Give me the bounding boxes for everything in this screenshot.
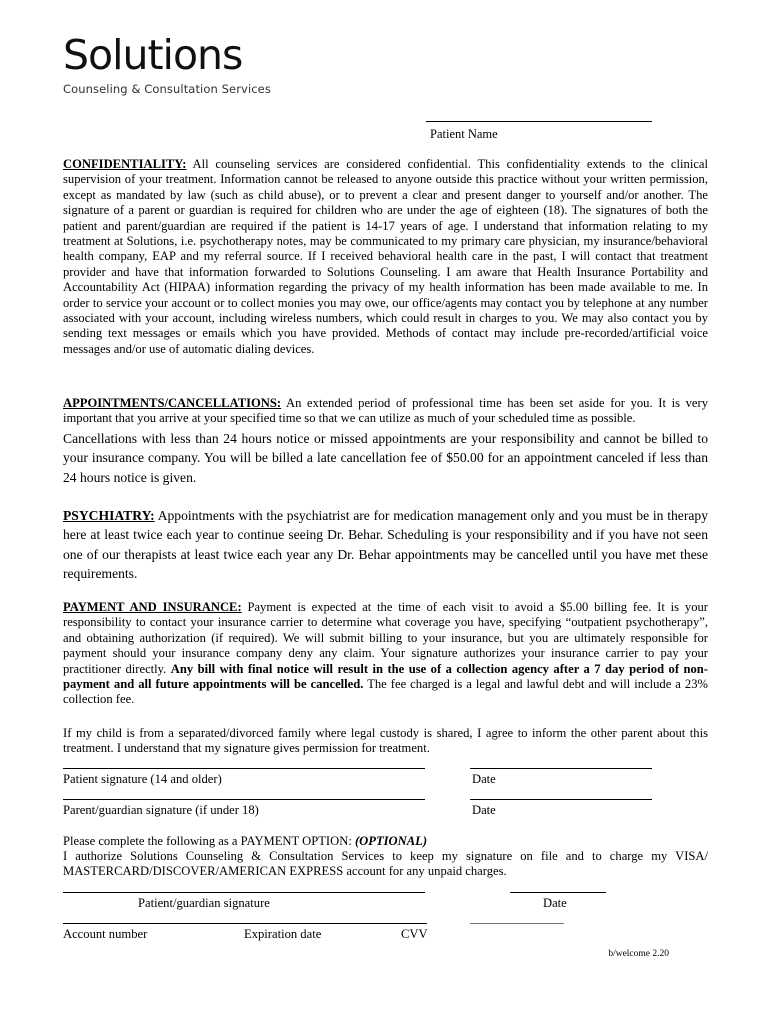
appointments-heading: APPOINTMENTS/CANCELLATIONS: bbox=[63, 396, 282, 410]
confidentiality-text: All counseling services are considered confidential. This confidentiality extends to the clinical supervision of your treatment. Information cannot be released to anyone outside this practice without your written permission, except as mandated by law (such as child abuse), or to prevent a clear and present danger to yourself and/or another. The signature of a parent or guardian is required for children who are under the age of eighteen (18). The signatures of both the patient and parent/guardian are required if the patient is 14-17 years of age. I understand that information relating to my treatment at Solutions, i.e. psychotherapy notes, may be communicated to my primary care physician, my insurance/behavioral health company, EAP and my referral source. If I received behavioral health care in the past, I will contact that treatment provider and have that information forwarded to Solutions Counseling. I am aware that Health Insurance Portability and Accountability Act (HIPAA) information regarding the privacy of my health information has been made available to me. In order to service your account or to collect monies you may owe, our office/agents may contact you by telephone at any number associated with your account, including wireless numbers, which could result in charges to you. We may also contact you by sending text messages or emails which you have provided. Methods of contact may include pre-recorded/artificial voice messages and/or use of automatic dialing devices. bbox=[63, 157, 708, 356]
payment-text: Payment is expected at the time of each visit to avoid a $5.00 billing fee. It is your responsibility to contact your insurance carrier to determine what coverage you have, specifying “outpatient psychotherapy”, and obtaining authorization (if required). We will submit billing to your insurance, but you are ultimately responsible for payment should your insurance company deny any claim. Your signature authorizes your insurance carrier to pay your practitioner directly. bbox=[63, 600, 708, 676]
cancellation-policy: Cancellations with less than 24 hours notice or missed appointments are your responsibility and cannot be billed to your insurance company. You will be billed a late cancellation fee of $50.00 for an appointment canceled if less than 24 hours notice is given. bbox=[63, 431, 708, 485]
appointments-text: An extended period of professional time has been set aside for you. It is very important that you arrive at your specified time so that we can utilize as much of your scheduled time as possible. bbox=[63, 396, 708, 426]
parent-date-label: Date bbox=[472, 803, 496, 817]
psychiatry-heading: PSYCHIATRY: bbox=[63, 508, 155, 523]
appointments-section bbox=[63, 396, 708, 427]
psychiatry-section bbox=[63, 506, 708, 584]
extra-line[interactable] bbox=[470, 923, 564, 924]
expiration-date-label: Expiration date bbox=[244, 927, 322, 941]
form-version-footer: b/welcome 2.20 bbox=[608, 949, 669, 959]
payment-heading: PAYMENT AND INSURANCE: bbox=[63, 600, 242, 614]
patient-signature-label: Patient signature (14 and older) bbox=[63, 772, 222, 786]
payment-option-intro bbox=[63, 834, 427, 849]
payment-section bbox=[63, 600, 708, 708]
parent-signature-label: Parent/guardian signature (if under 18) bbox=[63, 803, 259, 817]
cvv-line[interactable] bbox=[335, 923, 427, 924]
parent-date-line[interactable] bbox=[470, 799, 652, 800]
option-date-label: Date bbox=[543, 896, 567, 910]
card-authorization-text: I authorize Solutions Counseling & Consultation Services to keep my signature on file and to charge my VISA/ MASTERCARD/DISCOVER/AMERICAN EXPRESS account for any unpaid charges. bbox=[63, 849, 708, 879]
custody-statement: If my child is from a separated/divorced family where legal custody is shared, I agree to inform the other parent about this treatment. I understand that my signature gives permission for treatment. bbox=[63, 726, 708, 756]
logo bbox=[63, 32, 271, 96]
psychiatry-text: Appointments with the psychiatrist are for medication management only and you must be in therapy here at least twice each year to continue seeing Dr. Behar. Scheduling is your responsibility and if you have not seen one of our therapists at least twice each year any Dr. Behar appointments may be cancelled until you have met these requirements. bbox=[63, 508, 708, 582]
patient-date-line[interactable] bbox=[470, 768, 652, 769]
guardian-signature-line[interactable] bbox=[63, 892, 425, 893]
patient-name-line[interactable] bbox=[426, 121, 652, 122]
logo-name: Solutions bbox=[63, 31, 243, 79]
account-number-label: Account number bbox=[63, 927, 148, 941]
patient-date-label: Date bbox=[472, 772, 496, 786]
account-number-line[interactable] bbox=[63, 923, 335, 924]
confidentiality-section bbox=[63, 157, 708, 357]
option-date-line[interactable] bbox=[510, 892, 606, 893]
collection-warning: Any bill with final notice will result in the use of a collection agency after a 7 day period of non-payment and all future appointments will be cancelled. bbox=[63, 661, 708, 692]
patient-signature-line[interactable] bbox=[63, 768, 425, 769]
payment-option-text: Please complete the following as a PAYMENT OPTION: bbox=[63, 834, 352, 848]
payment-text-end: The fee charged is a legal and lawful debt and will include a 23% collection fee. bbox=[63, 677, 708, 707]
logo-tagline: Counseling & Consultation Services bbox=[63, 82, 271, 96]
guardian-signature-label: Patient/guardian signature bbox=[138, 896, 270, 910]
parent-signature-line[interactable] bbox=[63, 799, 425, 800]
cvv-label: CVV bbox=[401, 927, 428, 941]
patient-name-label: Patient Name bbox=[430, 127, 498, 141]
confidentiality-heading: CONFIDENTIALITY: bbox=[63, 157, 187, 171]
optional-label: (OPTIONAL) bbox=[354, 834, 428, 848]
